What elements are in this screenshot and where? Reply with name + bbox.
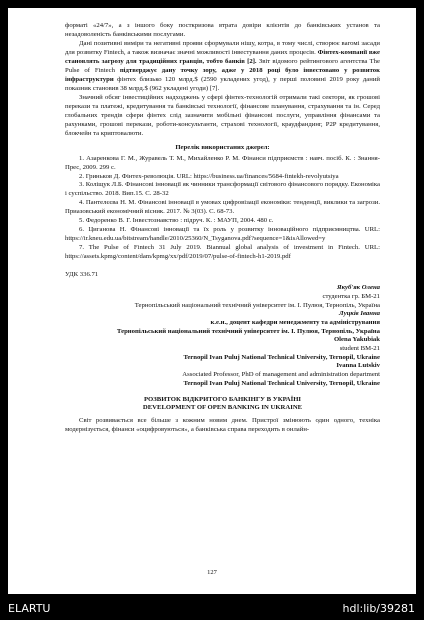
title-ukrainian: РОЗВИТОК ВІДКРИТОГО БАНКІНГУ В УКРАЇНІ <box>143 395 302 403</box>
handle-label: hdl:lib/39281 <box>342 602 415 615</box>
reference-item: 2. Гриньков Д. Фінтех-революція. URL: https://business.ua/finances/5684-fintekh-revolyutsiya <box>79 172 339 180</box>
author-role: студентка гр. БМ-21 <box>322 292 380 300</box>
title-english: DEVELOPMENT OF OPEN BANKING IN UKRAINE <box>142 403 303 411</box>
author-name: Луцків Іванна <box>339 310 380 318</box>
references-list <box>65 155 380 263</box>
udk-code: УДК 336.71 <box>65 271 99 279</box>
author-name: Ivanna Lutskiv <box>336 362 380 370</box>
authors-block <box>65 284 380 388</box>
reference-item: 3. Коліщук Л.Б. Фінансові інновації як чинники трансформації світового фінансового порядку. Економіка і суспільство. 2018. Вип.15. С. 28-32 <box>65 181 381 198</box>
author-role: student BM-21 <box>339 345 380 353</box>
reference-item: 7. The Pulse of Fintech 31 July 2019. Biannual global analysis of investment in Fintech. URL: https://assets.kpmg/content/dam/kpmg/xx/pdf/2019/07/pulse-of-fintech-h1-2019.pdf <box>65 244 380 261</box>
author-affiliation: Тернопільський національний технічний університет ім. І. Пулюя, Тернопіль, Україна <box>134 301 380 309</box>
author-role: к.е.н., доцент кафедри менеджменту та адміністрування <box>210 318 380 326</box>
paragraph: Значний обсяг інвестиційних надходжень у сфері фінтех-технологій отримали такі сектори, як грошові перекази та платежі, кредитування та банківські технології, фінансове планування, страхування та ін. Серед глобальних трендів сфери фінтех слід зазначити мобільні фінансові послуги, управління фінансами та рахунками, грошові перекази, роботи-консультанти, страхові технології, краудфандинг, P2P кредитування, блокчейн та криптовалюти. <box>65 93 380 137</box>
reference-item: 1. Азаренкова Г. М., Журавель Т. М., Михайленко Р. М. Фінанси підприємств : навч. посіб. К. : Знання-Прес, 2009. 299 с. <box>65 154 380 171</box>
author-name: Olena Yakubiak <box>333 336 380 344</box>
reference-item: 4. Пантелєєва Н. М. Фінансові інновації в умовах цифровізації економіки: тенденції, виклики та загрози. Приазовський економічний вісник. 2017. № 3(03). С. 68-73. <box>65 199 380 216</box>
paragraph: Дані позитивні виміри та негативні прояви сформували нішу, котра, в тому числі, створює вагомі засади для розвитку Fintech, а також визначає значні можливості інвестування даних процесів. Фінтех-компанії вже становлять загрозу для традиційних гравців, тобто банків [2]. Звіт відомого рейтингового агентства The Pulse of Fintech підтверджує дану точку зору, адже у 2018 році було інвестовано у розвиток інфраструктури фінтех близько 120 млрд.$ (2590 укладених угод), у перші половині 2019 року даний показник становив 38 млрд.$ (962 укладені угоди) [7]. <box>65 39 381 92</box>
author-affiliation: Ternopil Ivan Puluj National Technical University, Ternopil, Ukraine <box>183 353 380 361</box>
reference-item: 6. Циганова Н. Фінансові інновації та їх роль у розвитку інноваційного підприємництва. URL: https://ir.kneu.edu.ua/bitstream/handle/2010/25360/N_Tsyganova.pdf?sequence=1&isAllowed=y <box>65 226 380 243</box>
footer-bar <box>0 594 424 620</box>
references-title: Перелік використаних джерел: <box>175 143 270 151</box>
page-number: 127 <box>207 569 217 577</box>
paragraph: Світ розвивається все більше з кожним новим днем. Пристрої змінюють один одного, техніка модернізується, фінанси «оцифровуються», а банківська справа переходить в онлайн- <box>65 417 380 434</box>
paragraph: форматі «24/7», а з іншого боку посткризова втрата довіри клієнтів до банківських установ та незадоволеність банківськими послугами. <box>65 22 380 38</box>
article-title <box>65 396 380 413</box>
reference-item: 5. Федоренко В. Г. Інвестознавство : підруч. К. : МАУП, 2004. 480 с. <box>79 217 274 225</box>
author-affiliation: Тернопільський національний технічний університет ім. І. Пулюя, Тернопіль, Україна <box>116 327 380 335</box>
document-page <box>8 8 416 594</box>
author-name: Якуб'як Олена <box>337 284 380 292</box>
author-affiliation: Ternopil Ivan Puluj National Technical University, Ternopil, Ukraine <box>183 379 380 387</box>
author-role: Associated Professor, PhD of management and administration department <box>182 371 380 379</box>
repository-label: ELARTU <box>8 602 51 615</box>
